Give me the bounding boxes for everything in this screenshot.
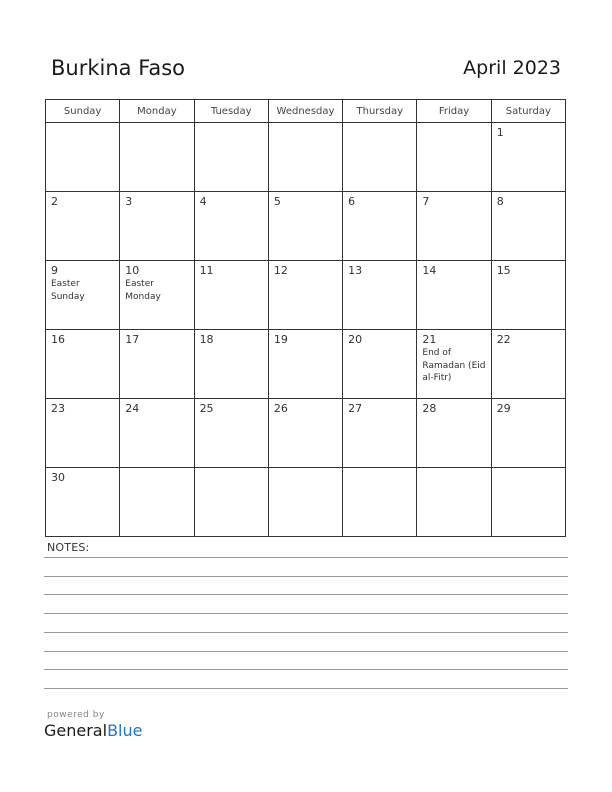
day-number: 1 xyxy=(496,126,504,139)
notes-line xyxy=(44,651,568,652)
day-number: 10 xyxy=(125,264,140,277)
day-number: 21 xyxy=(422,333,437,346)
day-number: 25 xyxy=(199,402,214,415)
notes-line xyxy=(44,632,568,633)
calendar-day-cell xyxy=(46,261,120,330)
calendar-week-row xyxy=(46,399,566,468)
notes-line xyxy=(44,669,568,670)
calendar-day-cell xyxy=(268,468,342,537)
day-number: 22 xyxy=(496,333,511,346)
weekday-tuesday: Tuesday xyxy=(194,100,268,123)
holiday-label: Easter Sunday xyxy=(51,279,85,302)
day-number: 18 xyxy=(199,333,214,346)
calendar-day-cell xyxy=(417,468,491,537)
day-number: 24 xyxy=(125,402,140,415)
weekday-wednesday: Wednesday xyxy=(268,100,342,123)
weekday-friday: Friday xyxy=(417,100,491,123)
calendar-day-cell xyxy=(268,123,342,192)
day-number: 27 xyxy=(348,402,363,415)
day-number: 5 xyxy=(273,195,281,208)
calendar-grid xyxy=(45,99,566,537)
calendar-day-cell xyxy=(491,468,565,537)
calendar-week-row xyxy=(46,123,566,192)
calendar-day-cell xyxy=(46,399,120,468)
calendar-day-cell xyxy=(343,192,417,261)
calendar-day-cell xyxy=(343,261,417,330)
calendar-month-year: April 2023 xyxy=(463,57,561,79)
calendar-day-cell xyxy=(417,192,491,261)
generalblue-logo xyxy=(44,721,142,740)
calendar-day-cell xyxy=(491,123,565,192)
calendar-day-cell xyxy=(268,330,342,399)
calendar-day-cell xyxy=(491,399,565,468)
day-number: 14 xyxy=(422,264,437,277)
day-number: 9 xyxy=(51,264,58,277)
calendar-week-row xyxy=(46,261,566,330)
calendar-day-cell xyxy=(194,468,268,537)
brand-general-text: General xyxy=(44,721,108,740)
notes-line xyxy=(44,688,568,689)
day-number: 29 xyxy=(496,402,511,415)
calendar-country-title: Burkina Faso xyxy=(51,56,186,80)
brand-blue-text: Blue xyxy=(107,721,143,740)
weekday-thursday: Thursday xyxy=(343,100,417,123)
calendar-day-cell xyxy=(417,261,491,330)
calendar-day-cell xyxy=(194,192,268,261)
weekday-monday: Monday xyxy=(120,100,194,123)
weekday-header-row xyxy=(46,100,566,123)
calendar-day-cell xyxy=(343,123,417,192)
weekday-saturday: Saturday xyxy=(491,100,565,123)
calendar-day-cell xyxy=(120,192,194,261)
holiday-label: Easter Monday xyxy=(125,279,161,302)
day-number: 2 xyxy=(51,195,58,208)
weekday-sunday: Sunday xyxy=(46,100,120,123)
calendar-day-cell xyxy=(268,399,342,468)
day-number: 8 xyxy=(496,195,504,208)
calendar-day-cell xyxy=(120,330,194,399)
calendar-week-row xyxy=(46,330,566,399)
day-number: 28 xyxy=(422,402,437,415)
day-number: 4 xyxy=(199,195,207,208)
calendar-day-cell xyxy=(491,261,565,330)
calendar-day-cell xyxy=(417,123,491,192)
day-number: 17 xyxy=(125,333,140,346)
calendar-day-cell xyxy=(120,468,194,537)
calendar-day-cell xyxy=(343,468,417,537)
calendar-day-cell xyxy=(491,192,565,261)
day-number: 30 xyxy=(51,471,65,484)
calendar-day-cell xyxy=(194,261,268,330)
day-number: 6 xyxy=(348,195,356,208)
calendar-day-cell xyxy=(268,192,342,261)
calendar-day-cell xyxy=(46,123,120,192)
calendar-day-cell xyxy=(343,330,417,399)
day-number: 19 xyxy=(273,333,288,346)
notes-label: NOTES: xyxy=(47,541,90,554)
calendar-day-cell xyxy=(46,468,120,537)
day-number: 13 xyxy=(348,264,363,277)
day-number: 16 xyxy=(51,333,65,346)
calendar-day-cell xyxy=(194,123,268,192)
calendar-day-cell xyxy=(120,399,194,468)
calendar-day-cell xyxy=(194,399,268,468)
calendar-day-cell xyxy=(491,330,565,399)
notes-line xyxy=(44,594,568,595)
calendar-day-cell xyxy=(46,192,120,261)
powered-by-text: powered by xyxy=(47,710,105,720)
day-number: 12 xyxy=(273,264,288,277)
day-number: 3 xyxy=(125,195,133,208)
day-number: 23 xyxy=(51,402,65,415)
notes-line xyxy=(44,613,568,614)
day-number: 7 xyxy=(422,195,430,208)
day-number: 20 xyxy=(348,333,363,346)
notes-line xyxy=(44,557,568,558)
holiday-label: End of Ramadan (Eid al-Fitr) xyxy=(422,348,486,383)
calendar-week-row xyxy=(46,468,566,537)
calendar-day-cell xyxy=(268,261,342,330)
calendar-day-cell xyxy=(120,261,194,330)
calendar-day-cell xyxy=(46,330,120,399)
calendar-day-cell xyxy=(120,123,194,192)
day-number: 26 xyxy=(273,402,288,415)
day-number: 15 xyxy=(496,264,511,277)
calendar-week-row xyxy=(46,192,566,261)
calendar-day-cell xyxy=(343,399,417,468)
notes-line xyxy=(44,576,568,577)
calendar-day-cell xyxy=(417,330,491,399)
calendar-day-cell xyxy=(417,399,491,468)
day-number: 11 xyxy=(199,264,214,277)
calendar-day-cell xyxy=(194,330,268,399)
